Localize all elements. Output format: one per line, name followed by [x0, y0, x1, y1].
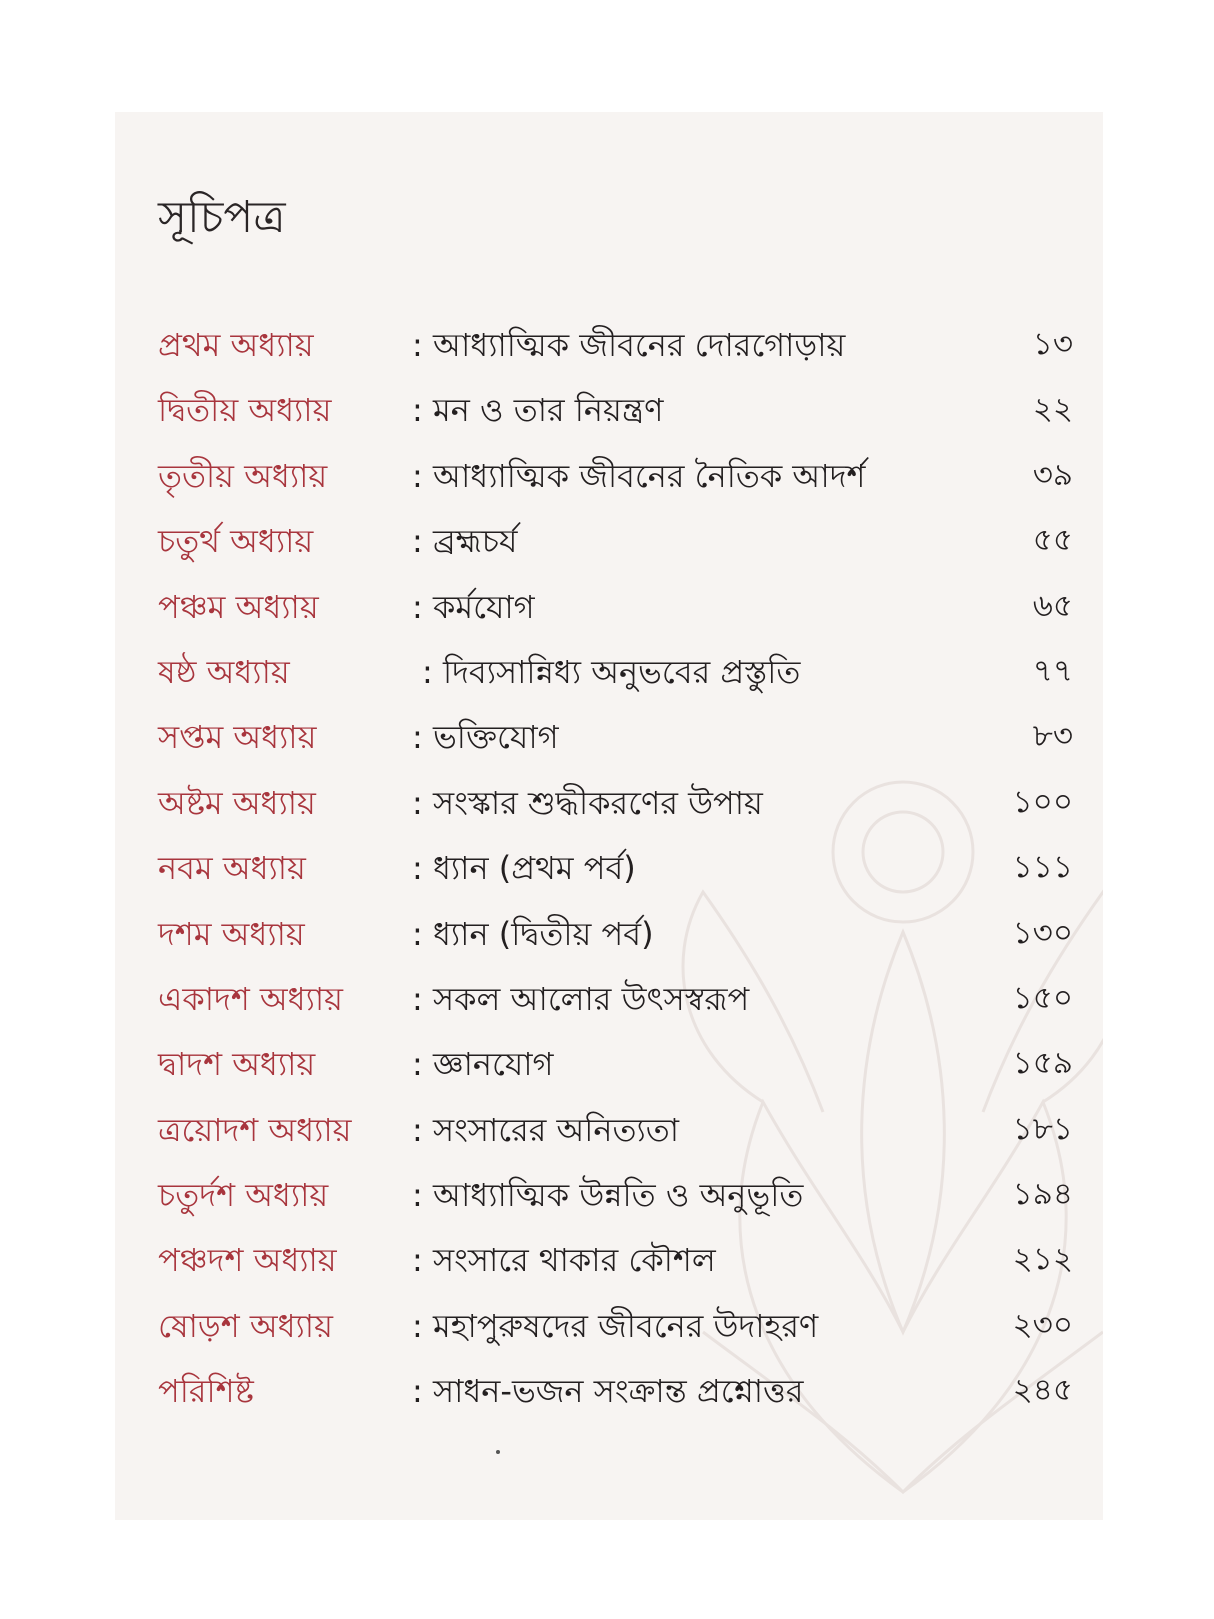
chapter-topic: : দিব্যসান্নিধ্য অনুভবের প্রস্তুতি	[422, 652, 801, 691]
chapter-topic: : কর্মযোগ	[412, 587, 535, 626]
chapter-label: সপ্তম অধ্যায়	[158, 718, 317, 757]
toc-entry[interactable]	[158, 907, 1073, 972]
toc-entry[interactable]	[158, 1364, 1073, 1429]
page-number: ৩৯	[1032, 456, 1073, 493]
chapter-label: পঞ্চদশ অধ্যায়	[158, 1241, 337, 1280]
chapter-label: চতুর্থ অধ্যায়	[158, 522, 314, 561]
chapter-label: তৃতীয় অধ্যায়	[158, 456, 328, 495]
table-of-contents	[158, 318, 1073, 1430]
chapter-topic: : ব্রহ্মচর্য	[412, 522, 518, 561]
chapter-topic: : ভক্তিযোগ	[412, 718, 559, 757]
chapter-label: একাদশ অধ্যায়	[158, 979, 343, 1018]
chapter-label: পঞ্চম অধ্যায়	[158, 587, 319, 626]
chapter-label: প্রথম অধ্যায়	[158, 326, 314, 364]
chapter-label: চতুর্দশ অধ্যায়	[158, 1176, 329, 1215]
page-number: ৬৫	[1032, 587, 1073, 624]
page-number: ১৫৯	[1012, 1045, 1073, 1082]
toc-entry[interactable]	[158, 1103, 1073, 1168]
chapter-topic: : জ্ঞানযোগ	[412, 1045, 554, 1084]
page-number: ২৪৫	[1012, 1372, 1073, 1409]
toc-entry[interactable]	[158, 1233, 1073, 1298]
toc-entry[interactable]	[158, 318, 1073, 383]
page-number: ১৮১	[1012, 1110, 1073, 1147]
chapter-topic: : আধ্যাত্মিক জীবনের দোরগোড়ায়	[412, 326, 846, 364]
page-number: ১৩	[1032, 326, 1073, 362]
page-title: সূচিপত্র	[158, 192, 286, 243]
chapter-topic: : ধ্যান (দ্বিতীয় পর্ব)	[412, 914, 654, 953]
chapter-label: দ্বাদশ অধ্যায়	[158, 1045, 316, 1084]
page-number: ৭৭	[1032, 652, 1073, 689]
toc-entry[interactable]	[158, 972, 1073, 1037]
chapter-topic: : সকল আলোর উৎসস্বরূপ	[412, 979, 750, 1018]
chapter-topic: : সংসারের অনিত্যতা	[412, 1110, 680, 1149]
toc-entry[interactable]	[158, 514, 1073, 579]
chapter-topic: : সংসারে থাকার কৌশল	[412, 1241, 716, 1280]
chapter-label: দশম অধ্যায়	[158, 914, 305, 953]
page-number: ১৯৪	[1012, 1176, 1073, 1213]
chapter-label: ষষ্ঠ অধ্যায়	[158, 652, 290, 691]
chapter-label: ত্রয়োদশ অধ্যায়	[158, 1110, 352, 1149]
page-number: ২১২	[1012, 1241, 1073, 1278]
chapter-label: অষ্টম অধ্যায়	[158, 783, 316, 822]
chapter-topic: : মহাপুরুষদের জীবনের উদাহরণ	[412, 1306, 819, 1345]
chapter-topic: : মন ও তার নিয়ন্ত্রণ	[412, 391, 664, 430]
toc-entry[interactable]	[158, 776, 1073, 841]
toc-entry[interactable]	[158, 841, 1073, 906]
chapter-topic: : সাধন-ভজন সংক্রান্ত প্রশ্নোত্তর	[412, 1372, 804, 1411]
speck-mark	[496, 1450, 500, 1454]
page-number: ১০০	[1012, 783, 1073, 820]
page-number: ৮৩	[1032, 718, 1073, 755]
toc-entry[interactable]	[158, 580, 1073, 645]
chapter-topic: : আধ্যাত্মিক জীবনের নৈতিক আদর্শ	[412, 456, 866, 495]
page-number: ১১১	[1012, 849, 1073, 886]
page-number: ১৩০	[1012, 914, 1073, 951]
toc-entry[interactable]	[158, 1037, 1073, 1102]
toc-entry[interactable]	[158, 449, 1073, 514]
toc-entry[interactable]	[158, 383, 1073, 448]
chapter-topic: : সংস্কার শুদ্ধীকরণের উপায়	[412, 783, 763, 822]
chapter-label: দ্বিতীয় অধ্যায়	[158, 391, 332, 430]
page-number: ৫৫	[1032, 522, 1073, 559]
chapter-label: নবম অধ্যায়	[158, 849, 306, 888]
chapter-topic: : আধ্যাত্মিক উন্নতি ও অনুভূতি	[412, 1176, 804, 1215]
toc-entry[interactable]	[158, 645, 1073, 710]
page-number: ২২	[1032, 391, 1073, 428]
toc-entry[interactable]	[158, 1299, 1073, 1364]
page-number: ১৫০	[1012, 979, 1073, 1016]
page-number: ২৩০	[1012, 1306, 1073, 1343]
chapter-topic: : ধ্যান (প্রথম পর্ব)	[412, 849, 636, 888]
chapter-label: পরিশিষ্ট	[158, 1372, 254, 1411]
toc-entry[interactable]	[158, 710, 1073, 775]
chapter-label: ষোড়শ অধ্যায়	[158, 1306, 333, 1345]
toc-entry[interactable]	[158, 1168, 1073, 1233]
